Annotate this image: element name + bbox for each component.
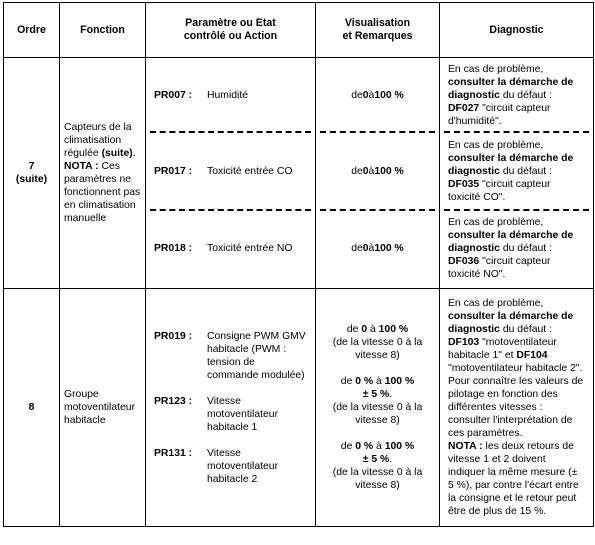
param-desc: Vitesse motoventilateur habitacle 1 <box>207 395 279 433</box>
param-item <box>150 60 311 133</box>
text-segment: "circuit capteur toxicité NO". <box>448 256 551 280</box>
text-segment: de <box>340 441 356 452</box>
visualisation-text <box>323 440 432 492</box>
text-segment: (de la vitesse 0 à la vitesse 8) <box>332 467 423 491</box>
param-item <box>154 330 307 382</box>
text-segment: du défaut : <box>499 324 552 335</box>
visualisation-cell-7 <box>316 58 440 289</box>
bold-text-segment: DF104 <box>516 350 548 361</box>
bold-text-segment: 100 % <box>374 90 404 101</box>
text-segment: du défaut : <box>499 90 552 101</box>
text-segment: de <box>351 165 363 177</box>
diagnostic-block <box>444 211 589 286</box>
header-row <box>4 3 594 58</box>
visualisation-text <box>320 133 435 211</box>
param-code: PR007 : <box>154 90 193 101</box>
header-fonction <box>60 3 146 58</box>
bold-text-segment: consulter la démarche de diagnostic <box>448 152 574 177</box>
section-row-8 <box>4 289 594 527</box>
visualisation-text <box>323 375 432 427</box>
text-segment: de <box>351 90 363 101</box>
text-segment: à <box>368 243 375 254</box>
param-item <box>154 447 307 486</box>
text-segment: les deux retours de vitesse 1 et 2 doivent indiquer la même mesure (± 5 %), par contre l'écart entre la consigne et le retour peut être de plus de 15 %. <box>448 441 579 517</box>
text-segment: (de la vitesse 0 à la vitesse 8) <box>332 402 423 426</box>
header-diagnostic <box>440 3 594 58</box>
text-segment: . <box>389 389 393 400</box>
text-segment: du défaut : <box>499 243 552 254</box>
visualisation-text <box>320 211 435 286</box>
fonction-text <box>64 388 141 427</box>
param-desc: Toxicité entrée NO <box>207 243 293 254</box>
bold-text-segment: DF036 <box>448 256 480 267</box>
text-segment: . <box>132 148 136 159</box>
header-parametre-label: Paramètre ou Etat contrôlé ou Action <box>183 17 278 42</box>
text-segment: En cas de problème, <box>448 64 544 75</box>
parametre-cell-7 <box>146 58 316 289</box>
text-segment: "motoventilateur habitacle 1" et <box>448 337 557 361</box>
bold-text-segment: DF103 <box>448 337 480 348</box>
diagnostic-table <box>3 2 594 527</box>
param-item <box>150 133 311 211</box>
text-segment: Groupe motoventilateur habitacle <box>64 389 136 426</box>
text-segment: Capteurs de la climatisation régulée <box>64 122 132 159</box>
text-segment: En cas de problème, <box>448 139 544 151</box>
diagnostic-text <box>448 63 585 128</box>
header-visualisation-label: Visualisation et Remarques <box>342 17 413 42</box>
bold-text-segment: 100 % <box>378 324 409 335</box>
bold-text-segment: ± 5 % <box>362 454 390 465</box>
header-ordre <box>4 3 60 58</box>
param-item <box>154 395 307 434</box>
bold-text-segment: DF027 <box>448 103 480 114</box>
param-desc: Vitesse motoventilateur habitacle 2 <box>207 447 279 485</box>
ordre-cell-7 <box>4 58 60 289</box>
visualisation-text <box>320 60 435 133</box>
text-segment: à <box>368 165 375 177</box>
param-code: PR019 : <box>154 330 193 342</box>
text-segment: de <box>351 243 363 254</box>
bold-text-segment: NOTA : <box>64 161 99 172</box>
text-segment: à <box>373 441 385 452</box>
bold-text-segment: DF035 <box>448 178 480 190</box>
diagnostic-cell-8 <box>440 289 594 527</box>
bold-text-segment: 100 % <box>374 243 404 254</box>
text-segment: En cas de problème, <box>448 217 544 228</box>
param-desc: Toxicité entrée CO <box>207 165 293 177</box>
text-segment: "circuit capteur d'humidité". <box>448 103 551 127</box>
param-desc: Consigne PWM GMV habitacle (PWM : tension de commande modulée) <box>207 330 306 381</box>
ordre-suffix: (suite) <box>15 174 48 185</box>
fonction-cell-7 <box>60 58 146 289</box>
section-row-7 <box>4 58 594 289</box>
text-segment: "circuit capteur toxicité CO". <box>448 178 551 203</box>
param-desc: Humidité <box>207 90 248 101</box>
bold-text-segment: consulter la démarche de diagnostic <box>448 230 574 254</box>
visualisation-text <box>323 323 432 362</box>
bold-text-segment: 0 % <box>355 441 374 452</box>
header-parametre <box>146 3 316 58</box>
bold-text-segment: ± 5 % <box>362 389 390 400</box>
text-segment: du défaut : <box>499 165 552 177</box>
bold-text-segment: 0 <box>362 90 369 101</box>
visualisation-cell-8 <box>316 289 440 527</box>
diagnostic-text <box>444 291 589 524</box>
bold-text-segment: consulter la démarche de diagnostic <box>448 311 574 335</box>
diagnostic-block <box>444 60 589 133</box>
text-segment: "motoventilateur habitacle 2". <box>448 363 583 374</box>
param-code: PR018 : <box>154 243 193 254</box>
bold-text-segment: 100 % <box>384 441 415 452</box>
text-segment: Pour connaître les valeurs de pilotage en fonction des différentes vitesses : consulter l'interprétation de ces paramètres. <box>448 376 584 439</box>
bold-text-segment: 100 % <box>374 165 404 177</box>
bold-text-segment: 100 % <box>384 376 415 387</box>
header-diagnostic-label: Diagnostic <box>489 23 544 36</box>
param-code: PR123 : <box>154 395 193 407</box>
fonction-text <box>64 121 141 225</box>
text-segment: de <box>346 324 362 335</box>
ordre-number: 7 <box>28 161 35 172</box>
diagnostic-cell-7 <box>440 58 594 289</box>
diagnostic-text <box>448 139 585 204</box>
bold-text-segment: 0 <box>361 324 368 335</box>
param-item <box>150 211 311 286</box>
ordre-number: 8 <box>28 402 35 413</box>
param-code: PR017 : <box>154 165 193 177</box>
text-segment: à <box>368 90 375 101</box>
bold-text-segment: (suite) <box>101 148 133 159</box>
bold-text-segment: consulter la démarche de diagnostic <box>448 77 574 101</box>
text-segment: de <box>340 376 356 387</box>
parametre-cell-8 <box>146 289 316 527</box>
header-fonction-label: Fonction <box>80 23 125 36</box>
visualisation-list <box>320 317 435 498</box>
diagnostic-text <box>448 216 585 281</box>
text-segment: à <box>373 376 385 387</box>
text-segment: à <box>367 324 379 335</box>
text-segment: En cas de problème, <box>448 298 544 309</box>
param-code: PR131 : <box>154 447 193 459</box>
bold-text-segment: 0 <box>362 243 369 254</box>
header-ordre-label: Ordre <box>17 23 46 36</box>
fonction-cell-8 <box>60 289 146 527</box>
text-segment: (de la vitesse 0 à la vitesse 8) <box>332 337 423 361</box>
text-segment: Ces paramètres ne fonctionnent pas en climatisation manuelle <box>64 161 141 224</box>
text-segment: . <box>389 454 393 465</box>
param-list <box>150 324 311 492</box>
bold-text-segment: 0 <box>362 165 369 177</box>
header-visualisation <box>316 3 440 58</box>
bold-text-segment: NOTA : <box>448 441 483 452</box>
ordre-cell-8 <box>4 289 60 527</box>
bold-text-segment: 0 % <box>355 376 374 387</box>
diagnostic-block <box>444 133 589 211</box>
